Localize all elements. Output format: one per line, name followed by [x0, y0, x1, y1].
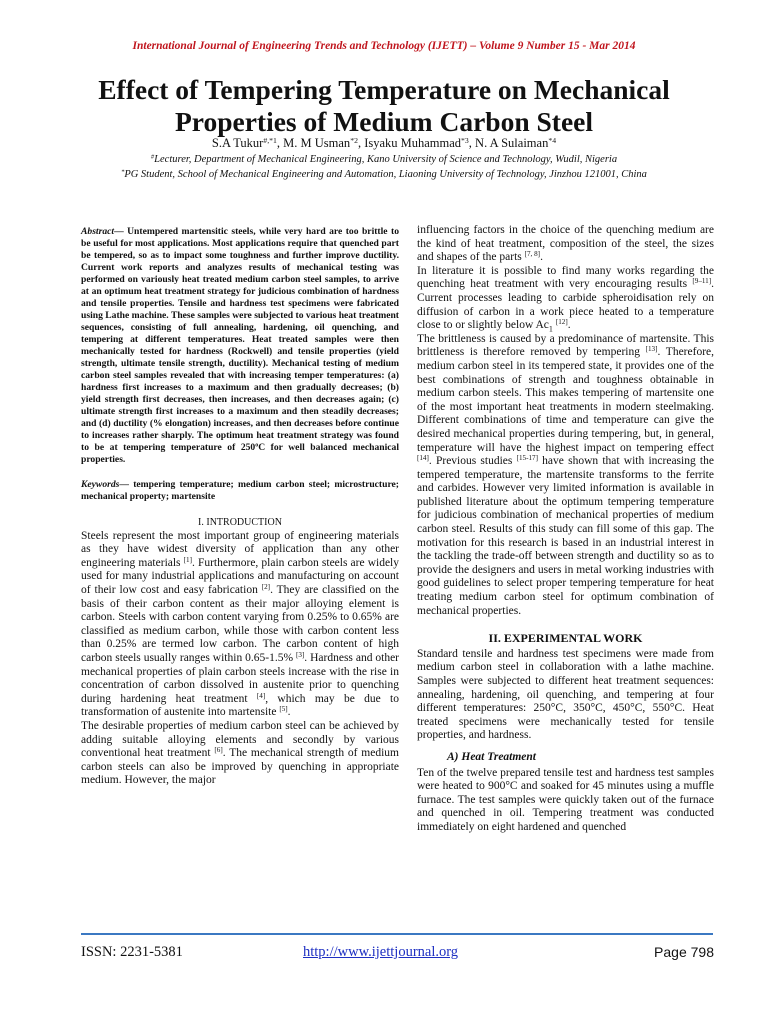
text-run: .	[540, 251, 543, 264]
author-name: Isyaku Muhammad	[364, 136, 462, 150]
text-run: have shown that with increasing the tempered temperature, the martensite transforms to the ferrite and carbides. However very limited information is available in published literature about the optimum tempering temperature for judicious combination of mechanical properties of medium carbon steel. Results of this study can fill some of this gap. The motivation for this research is based in an industrial interest in the tackling the trade-off between strength and ductility so as to provide the designers and users in metal working industries with good guidelines to select proper tempering temperature for heat treating medium carbon steel for optimum combination of mechanical properties.	[417, 455, 714, 617]
text-run: . Furthermore, plain carbon steels are widely used for many industrial applications and manufacturing on account of their low cost and easy fabrication	[81, 556, 400, 596]
citation: [12]	[555, 318, 568, 327]
text-run: . The mechanical strength of medium carbon steels can also be improved by quenching in appropriate medium. However, the major	[81, 747, 399, 787]
text-run: . Therefore, medium carbon steel in its tempered state, it provides one of the best combinations of strength and toughness obtainable in medium carbon steels. This makes tempering of martensite one of the most important heat treatments in modern steelmaking. Different combinations of time and temperature can give the desired mechanical properties during tempering, but, in general, temperature will have the highest impact on tempering effect	[417, 346, 715, 454]
citation: [15-17]	[516, 454, 538, 463]
citation: [3]	[295, 651, 305, 660]
subsection-heading-heat-treatment: A) Heat Treatment	[447, 750, 537, 763]
author-marker: *3	[461, 135, 469, 145]
author-name: M. M Usman	[283, 136, 351, 150]
right-paragraph-2	[417, 265, 714, 333]
text-run: . Current processes leading to carbide spheroidisation rely on diffusion of carbon in a work piece heated to a temperature close to or slightly below Ac	[417, 278, 714, 332]
text-run: In literature it is possible to find many works regarding the quenching heat treatment with very encouraging results	[417, 264, 714, 291]
text-run: influencing factors in the choice of the quenching medium are the kind of heat treatment, composition of the steel, the sizes and shapes of the parts	[417, 224, 714, 264]
citation: [9–11]	[692, 277, 712, 286]
heat-treatment-paragraph: Ten of the twelve prepared tensile test and hardness test samples were heated to 900°C and soaked for 45 minutes using a muffle furnace. The test samples were quickly taken out of the furnace and quenched in oil. Tempering treatment was conducted immediately on eight hardened and quenched	[417, 766, 714, 833]
experimental-paragraph: Standard tensile and hardness test specimens were made from medium carbon steel in collaboration with a lathe machine. Samples were subjected to different heat treatment sequences: annealing, hardening, oil quenching, and tempering at four different temperatures: 250°C, 350°C, 450°C, 550°C. Heat treated specimens were mechanically tested for tensile properties, and hardness.	[417, 647, 714, 742]
author-marker: #,*1	[263, 135, 277, 145]
affiliation-text: Lecturer, Department of Mechanical Engineering, Kano University of Science and Technology, Wudil, Nigeria	[154, 154, 618, 165]
citation: [7, 8]	[524, 250, 541, 259]
citation: [14]	[417, 454, 429, 463]
affiliation-marker: #	[150, 153, 155, 161]
section-heading-introduction: I. INTRODUCTION	[198, 517, 282, 528]
text-run: , which may be due to transformation of austenite into martensite	[81, 692, 399, 719]
footer-divider	[81, 933, 713, 935]
section-heading-experimental-work: II. EXPERIMENTAL WORK	[488, 631, 643, 646]
journal-website-link[interactable]: http://www.ijettjournal.org	[303, 944, 459, 960]
keywords-label: Keywords	[81, 479, 120, 490]
author-separator: ,	[276, 136, 284, 150]
text-run: . Hardness and other mechanical properties of plain carbon steels increase with the rise in concentration of carbon dissolved in austenite prior to quenching during hardening heat treatment	[81, 651, 400, 705]
issn-label: ISSN: 2231-5381	[81, 944, 183, 960]
intro-paragraph-2	[81, 720, 399, 788]
left-column	[81, 224, 399, 788]
subscript: 1	[548, 324, 553, 334]
author-list	[0, 136, 768, 151]
intro-paragraph-1	[81, 530, 399, 720]
right-paragraph-1	[417, 224, 714, 265]
text-run: . Previous studies	[428, 455, 517, 468]
abstract	[81, 226, 399, 466]
right-column	[417, 224, 714, 835]
paper-title: Effect of Tempering Temperature on Mechanical Properties of Medium Carbon Steel	[98, 74, 670, 137]
author-marker: *4	[548, 135, 557, 145]
abstract-text: — Untempered martensitic steels, while very hard are too brittle to be useful for most applications. Most applications require that quenched part be tempered, so as to impact some toughness and further improve ductility. Current work reports and analyzes results of mechanical testing was performed on variously heat treated medium carbon steel samples, to arrive at an optimum heat treatment strategy for judicious combination of hardness and tensile properties. Tensile and hardness test specimens were fabricated using Lathe machine. These samples were subjected to various heat treatment sequences, consisting of full annealing, hardening, oil quenching, and tempering at different temperatures. Heat treated samples were then mechanically tested for hardness (Rockwell) and tensile properties (yield strength, ultimate tensile strength, ductility). Mechanical testing of medium carbon steel samples revealed that with increasing temper temperatures: (a) hardness first increases to a maximum and then gradually decreases; (b) yield strength first decreases, then increases, and then decreases again; (c) ultimate strength first increases to a maximum and then steadily decreases; and (d) ductility (% elongation) increases, and then decreases before continue to increases rather sharply. The optimum heat treatment strategy was found to be at tempering temperature of 250	[81, 226, 399, 453]
text-run: The desirable properties of medium carbon steel can be achieved by adding suitable alloying elements and secondly by various conventional heat treatment	[81, 719, 399, 760]
affiliation-1	[0, 154, 768, 165]
abstract-label: Abstract	[81, 226, 115, 237]
text-run: The brittleness is caused by a predominance of martensite. This brittleness is therefore removed by tempering	[417, 332, 714, 359]
keywords	[81, 479, 399, 503]
affiliation-2	[0, 169, 768, 180]
right-paragraph-3	[417, 333, 714, 618]
citation: [2]	[261, 583, 271, 592]
keywords-text: — tempering temperature; medium carbon steel; microstructure; mechanical property; martensite	[81, 479, 399, 502]
author-separator: ,	[468, 136, 476, 150]
text-run: .	[287, 706, 291, 719]
text-run: Steels represent the most important group of engineering materials as they have widest diversity of application than any other engineering materials	[81, 529, 399, 569]
citation: [4]	[256, 691, 266, 700]
degree-sup: o	[255, 442, 259, 449]
author-marker: *2	[350, 135, 358, 145]
citation: [5]	[279, 705, 288, 714]
page-number: Page 798	[654, 944, 714, 960]
text-run: .	[567, 319, 571, 332]
author-name: S.A Tukur	[211, 136, 264, 150]
journal-header: International Journal of Engineering Trends and Technology (IJETT) – Volume 9 Number 15 - Mar 2014	[132, 40, 636, 52]
affiliation-marker: *	[121, 168, 125, 176]
affiliation-text: PG Student, School of Mechanical Engineering and Automation, Liaoning University of Technology, Jinzhou 121001, China	[124, 169, 647, 180]
citation: [1]	[183, 555, 192, 564]
text-run: . They are classified on the basis of their carbon content as their major alloying element is carbon. Steels with carbon content varying from 0.25% to 0.65% are classified as medium carbon, while those with carbon content less than 0.25% are termed low carbon. The carbon content of high carbon steels usually ranges within 0.65-1.5%	[81, 583, 399, 664]
citation: [13]	[645, 345, 658, 354]
author-separator: ,	[357, 136, 365, 150]
author-name: N. A Sulaiman	[475, 136, 549, 150]
abstract-tail: C for well balanced mechanical properties.	[81, 442, 399, 465]
citation: [6]	[214, 746, 223, 755]
